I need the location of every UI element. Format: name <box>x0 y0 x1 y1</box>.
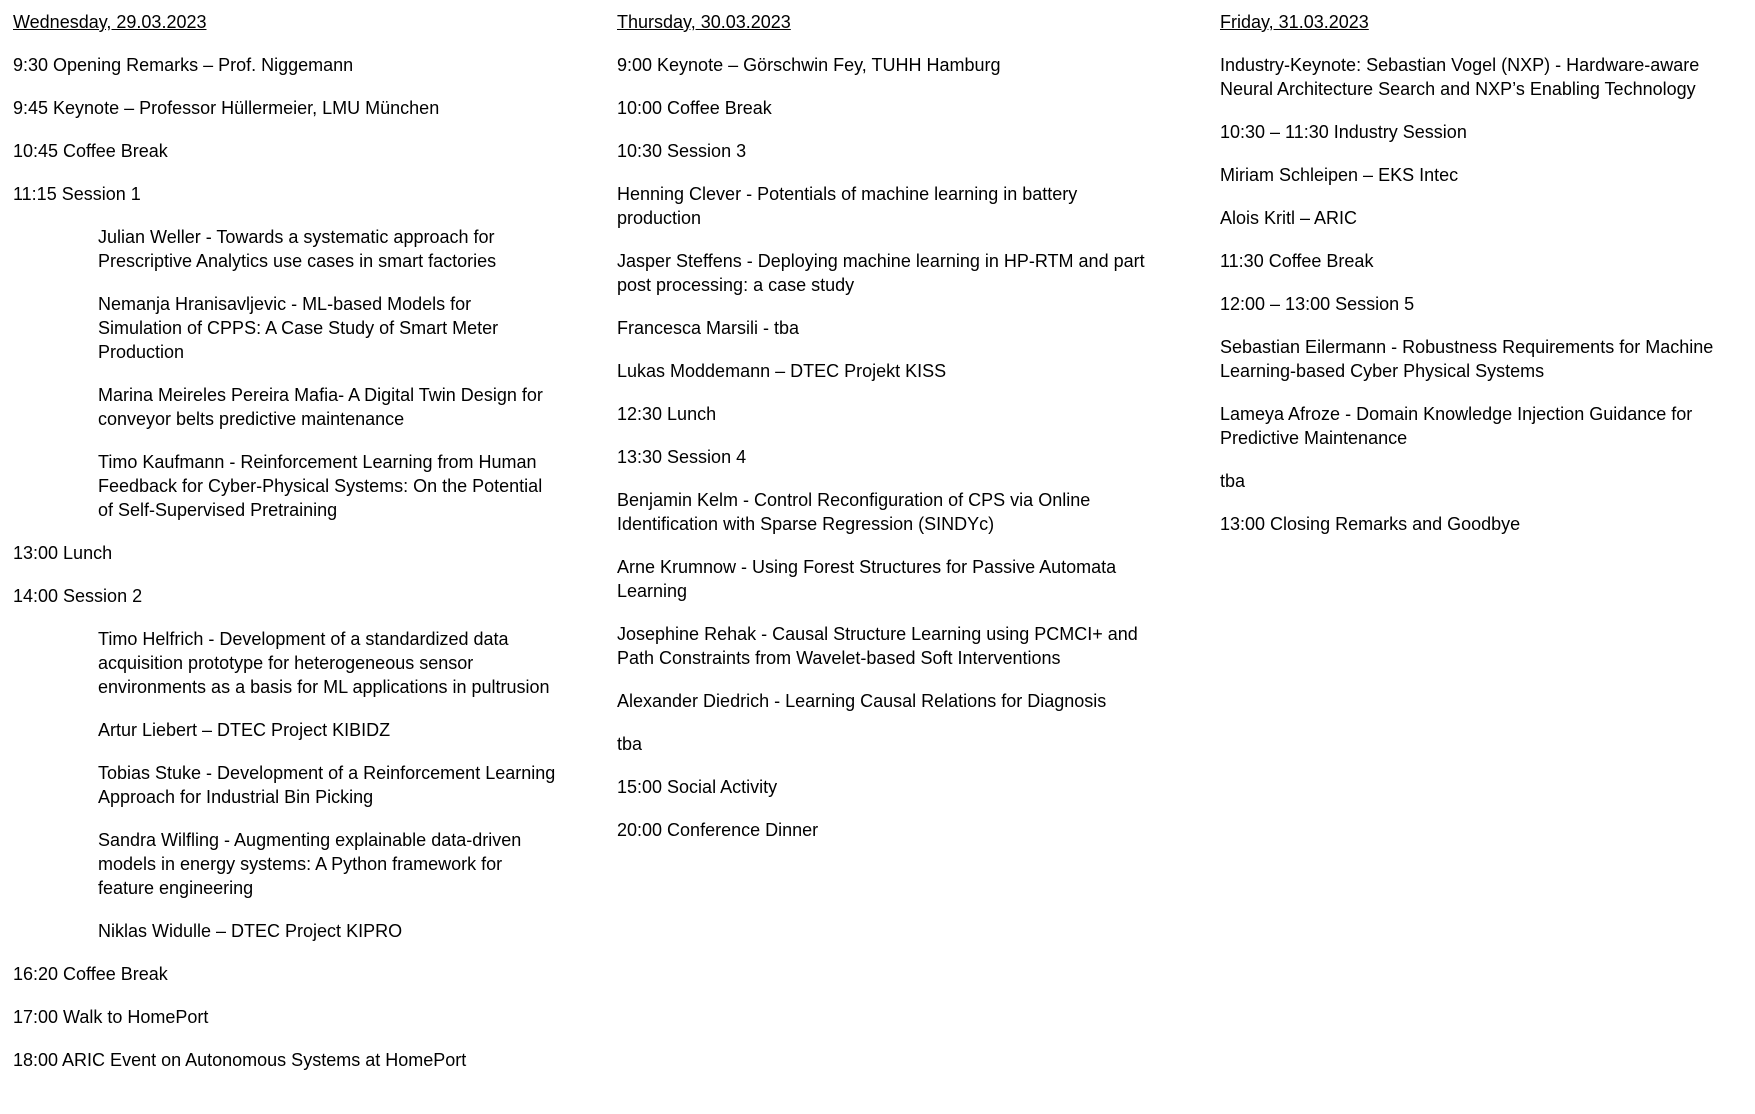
talk-item: Josephine Rehak - Causal Structure Learning using PCMCI+ and Path Constraints from Wavelet-based Soft Interventions <box>617 624 1138 668</box>
talk-item: Lameya Afroze - Domain Knowledge Injection Guidance for Predictive Maintenance <box>1220 404 1693 448</box>
schedule-item-social-activity: 15:00 Social Activity <box>617 777 778 797</box>
day-column-thursday <box>617 10 1157 861</box>
talk-item: Arne Krumnow - Using Forest Structures for Passive Automata Learning <box>617 557 1117 601</box>
talk-item: Jasper Steffens - Deploying machine learning in HP-RTM and part post processing: a case study <box>617 251 1145 295</box>
schedule-item-coffee-break: 10:00 Coffee Break <box>617 98 772 118</box>
day-column-friday <box>1220 10 1740 555</box>
schedule-item-closing-remarks: 13:00 Closing Remarks and Goodbye <box>1220 514 1521 534</box>
schedule-item-keynote: 9:45 Keynote – Professor Hüllermeier, LMU München <box>13 98 440 118</box>
schedule-item-walk: 17:00 Walk to HomePort <box>13 1007 209 1027</box>
schedule-item-aric-event: 18:00 ARIC Event on Autonomous Systems at HomePort <box>13 1050 467 1070</box>
day-heading-thursday: Thursday, 30.03.2023 <box>617 12 791 32</box>
talk-item: Lukas Moddemann – DTEC Projekt KISS <box>617 361 947 381</box>
talk-item: Nemanja Hranisavljevic - ML-based Models for Simulation of CPPS: A Case Study of Smart Meter Production <box>98 294 499 362</box>
talk-item: Sebastian Eilermann - Robustness Requirements for Machine Learning-based Cyber Physical Systems <box>1220 337 1714 381</box>
schedule-item-opening-remarks: 9:30 Opening Remarks – Prof. Niggemann <box>13 55 354 75</box>
talk-item: tba <box>617 734 643 754</box>
schedule-item-coffee-break: 11:30 Coffee Break <box>1220 251 1374 271</box>
talk-item: Julian Weller - Towards a systematic approach for Prescriptive Analytics use cases in smart factories <box>98 227 497 271</box>
talk-item: Timo Helfrich - Development of a standardized data acquisition prototype for heterogeneous sensor environments as a basis for ML applications in pultrusion <box>98 629 550 697</box>
day-heading-friday: Friday, 31.03.2023 <box>1220 12 1369 32</box>
schedule-item-session-1: 11:15 Session 1 <box>13 184 141 204</box>
schedule-item-coffee-break: 16:20 Coffee Break <box>13 964 168 984</box>
schedule-item-session-2: 14:00 Session 2 <box>13 586 143 606</box>
talk-item: Sandra Wilfling - Augmenting explainable data-driven models in energy systems: A Python framework for feature engineering <box>98 830 522 898</box>
talk-item: Timo Kaufmann - Reinforcement Learning from Human Feedback for Cyber-Physical Systems: On the Potential of Self-Supervised Pretraining <box>98 452 543 520</box>
talk-item: Artur Liebert – DTEC Project KIBIDZ <box>98 720 391 740</box>
schedule-item-keynote: 9:00 Keynote – Görschwin Fey, TUHH Hamburg <box>617 55 1001 75</box>
talk-item: Francesca Marsili - tba <box>617 318 800 338</box>
talk-item: Niklas Widulle – DTEC Project KIPRO <box>98 921 403 941</box>
schedule-item-conference-dinner: 20:00 Conference Dinner <box>617 820 819 840</box>
talk-item: Alois Kritl – ARIC <box>1220 208 1358 228</box>
schedule-item-session-3: 10:30 Session 3 <box>617 141 747 161</box>
talk-item: Benjamin Kelm - Control Reconfiguration of CPS via Online Identification with Sparse Regression (SINDYc) <box>617 490 1091 534</box>
talk-item: Tobias Stuke - Development of a Reinforcement Learning Approach for Industrial Bin Picking <box>98 763 556 807</box>
schedule-item-lunch: 13:00 Lunch <box>13 543 113 563</box>
schedule-item-lunch: 12:30 Lunch <box>617 404 717 424</box>
day-column-wednesday <box>13 10 558 1091</box>
schedule-item-session-5: 12:00 – 13:00 Session 5 <box>1220 294 1415 314</box>
schedule-item-industry-keynote: Industry-Keynote: Sebastian Vogel (NXP) - Hardware-aware Neural Architecture Search and NXP’s Enabling Technology <box>1220 55 1700 99</box>
talk-item: tba <box>1220 471 1246 491</box>
schedule-item-industry-session: 10:30 – 11:30 Industry Session <box>1220 122 1467 142</box>
talk-item: Alexander Diedrich - Learning Causal Relations for Diagnosis <box>617 691 1107 711</box>
schedule-item-session-4: 13:30 Session 4 <box>617 447 747 467</box>
talk-item: Miriam Schleipen – EKS Intec <box>1220 165 1459 185</box>
talk-item: Henning Clever - Potentials of machine learning in battery production <box>617 184 1078 228</box>
schedule-item-coffee-break: 10:45 Coffee Break <box>13 141 168 161</box>
day-heading-wednesday: Wednesday, 29.03.2023 <box>13 12 207 32</box>
talk-item: Marina Meireles Pereira Mafia- A Digital Twin Design for conveyor belts predictive maintenance <box>98 385 543 429</box>
